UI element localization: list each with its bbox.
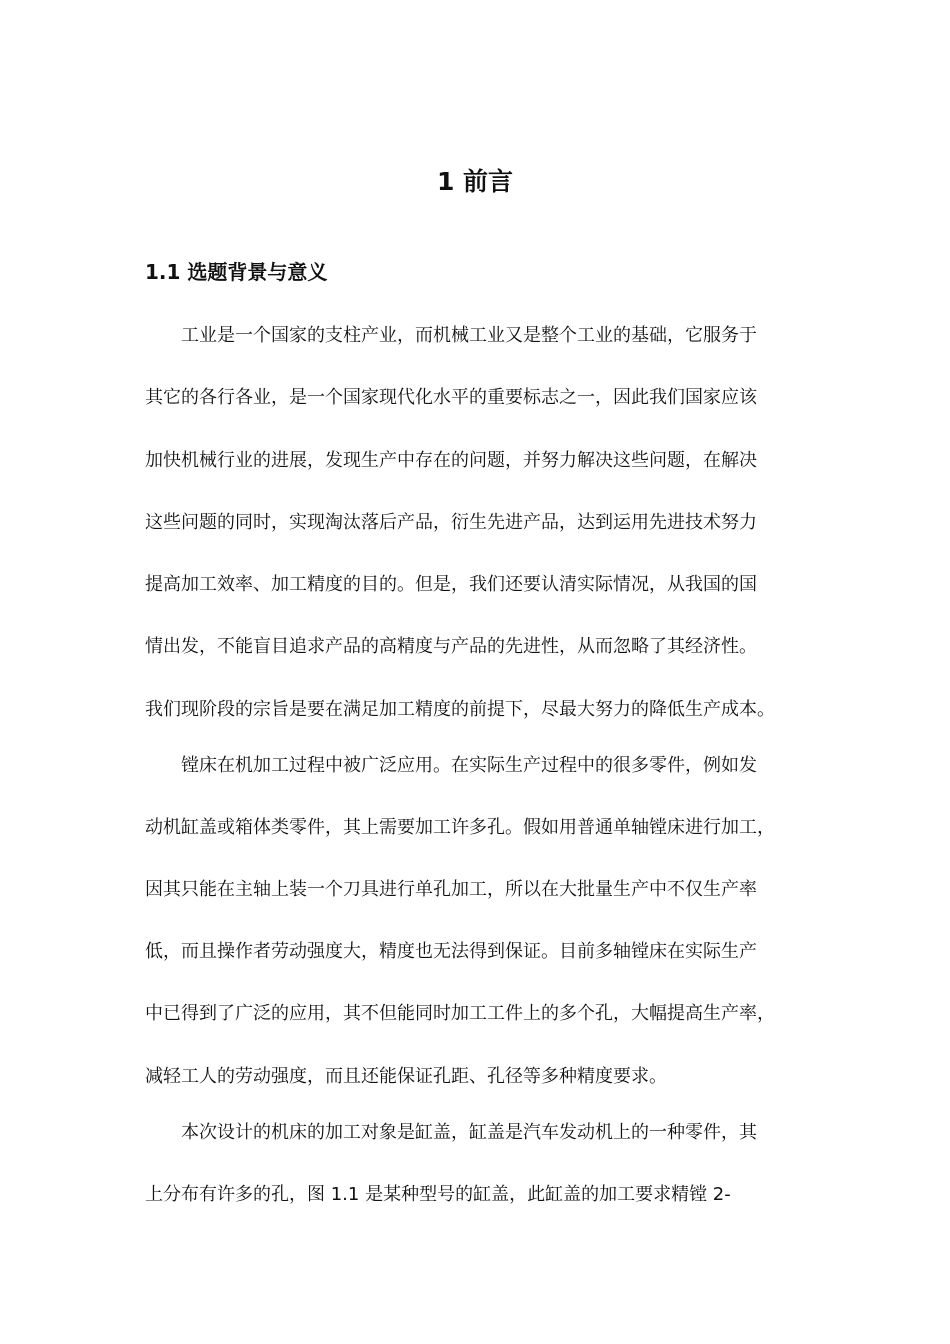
paragraph-line: 工业是一个国家的支柱产业，而机械工业又是整个工业的基础，它服务于 xyxy=(181,325,757,346)
paragraph-line: 提高加工效率、加工精度的目的。但是，我们还要认清实际情况，从我国的国 xyxy=(145,574,757,595)
paragraph-line: 上分布有许多的孔，图 1.1 是某种型号的缸盖，此缸盖的加工要求精镗 2- xyxy=(145,1184,731,1205)
paragraph-line: 情出发，不能盲目追求产品的高精度与产品的先进性，从而忽略了其经济性。 xyxy=(145,636,757,657)
paragraph-line: 因其只能在主轴上装一个刀具进行单孔加工，所以在大批量生产中不仅生产率 xyxy=(145,879,757,900)
paragraph-line: 这些问题的同时，实现淘汰落后产品，衍生先进产品，达到运用先进技术努力 xyxy=(145,512,757,533)
paragraph-line: 中已得到了广泛的应用，其不但能同时加工工件上的多个孔，大幅提高生产率， xyxy=(145,1003,775,1024)
paragraph-line: 我们现阶段的宗旨是要在满足加工精度的前提下，尽最大努力的降低生产成本。 xyxy=(145,699,775,720)
paragraph-line: 镗床在机加工过程中被广泛应用。在实际生产过程中的很多零件，例如发 xyxy=(181,755,757,776)
paragraph-line: 本次设计的机床的加工对象是缸盖，缸盖是汽车发动机上的一种零件，其 xyxy=(181,1122,757,1143)
paragraph-line: 加快机械行业的进展，发现生产中存在的问题，并努力解决这些问题，在解决 xyxy=(145,450,757,471)
paragraph-line: 其它的各行各业，是一个国家现代化水平的重要标志之一，因此我们国家应该 xyxy=(145,387,757,408)
paragraph-line: 动机缸盖或箱体类零件，其上需要加工许多孔。假如用普通单轴镗床进行加工， xyxy=(145,817,775,838)
paragraph-line: 减轻工人的劳动强度，而且还能保证孔距、孔径等多种精度要求。 xyxy=(145,1066,667,1087)
paragraph-line: 低，而且操作者劳动强度大，精度也无法得到保证。目前多轴镗床在实际生产 xyxy=(145,941,757,962)
section-heading: 1.1 选题背景与意义 xyxy=(145,260,328,284)
chapter-title: 1 前言 xyxy=(436,167,514,196)
